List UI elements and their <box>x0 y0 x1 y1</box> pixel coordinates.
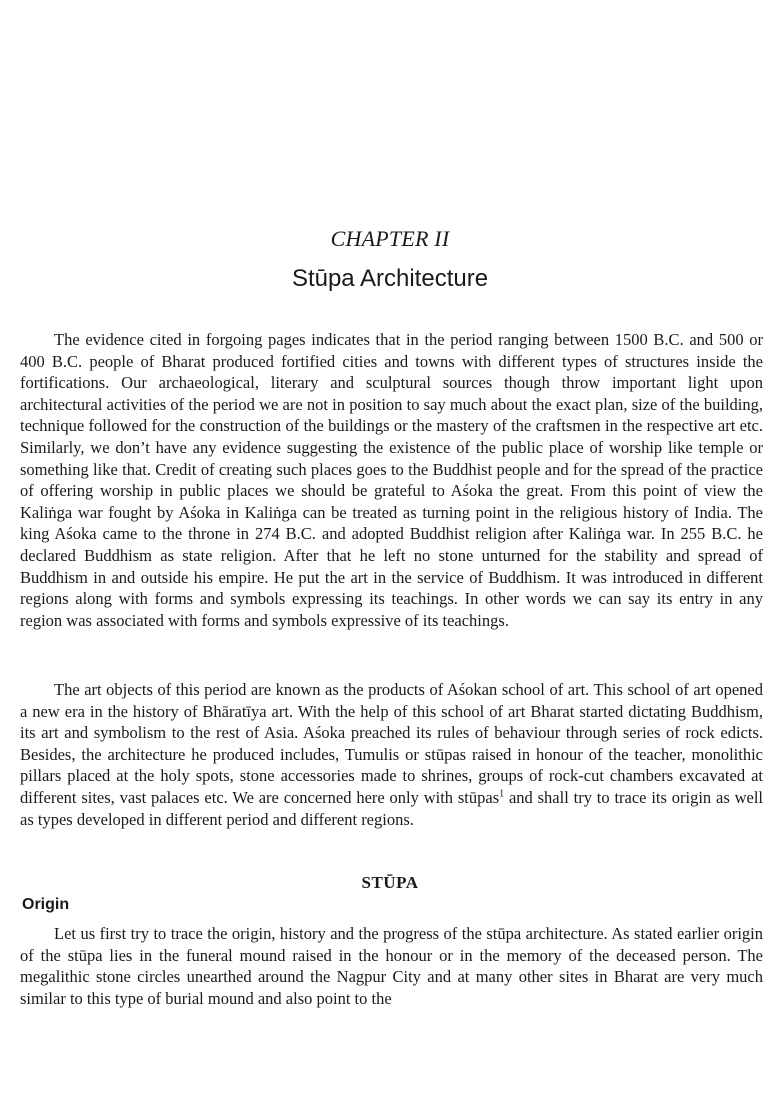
paragraph-2-text-after: and shall try to trace its origin as well as types developed in different period and different regions. <box>20 787 763 829</box>
paragraph-3: Let us first try to trace the origin, history and the progress of the stūpa architecture. As stated earlier origin of the stūpa lies in the funeral mound raised in the honour or in the memory of the deceased person. The megalithic stone circles unearthed around the Nagpur City and at many other sites in Bharat are very much similar to this type of burial mound and also point to the <box>20 924 763 1008</box>
paragraph-1: The evidence cited in forgoing pages indicates that in the period ranging between 1500 B.C. and 500 or 400 B.C. people of Bharat produced fortified cities and towns with different types of structures inside the fortifications. Our archaeological, literary and sculptural sources though throw important light upon architectural activities of the period we are not in position to say much about the exact plan, size of the building, technique followed for the construction of the buildings or the mastery of the craftsmen in the respective art etc. Similarly, we don’t have any evidence suggesting the existence of the public place of worship like temple or something like that. Credit of creating such places goes to the Buddhist people and for the spread of the practice of offering worship in public places we should be grateful to Aśoka the great. From this point of view the Kaliṅga war fought by Aśoka in Kaliṅga can be treated as turning point in the religious history of India. The king Aśoka came to the throne in 274 B.C. and adopted Buddhist religion after Kaliṅga war. In 255 B.C. he declared Buddhism as state religion. After that he left no stone unturned for the stability and spread of Buddhism in and outside his empire. He put the art in the service of Buddhism. It was introduced in different regions along with forms and symbols expressing its teachings. In other words we can say its entry in any region was associated with forms and symbols expressive of its teachings. <box>20 330 763 630</box>
paragraph-2-block <box>20 679 763 830</box>
chapter-title: Stūpa Architecture <box>291 265 489 292</box>
subheading-origin: Origin <box>22 896 70 913</box>
chapter-label: CHAPTER II <box>330 226 450 251</box>
section-heading: STŪPA <box>361 873 419 892</box>
paragraph-2-text-before: The art objects of this period are known as the products of Aśokan school of art. This school of art opened a new era in the history of Bhāratīya art. With the help of this school of art Bharat started dictating Buddhism, its art and symbolism to the rest of Asia. Aśoka preached its rules of behaviour through series of rock edicts. Besides, the architecture he produced includes, Tumulis or stūpas raised in honour of the teacher, monolithic pillars placed at the holy spots, stone accessories made to shrines, groups of rock-cut chambers excavated at different sites, vast palaces etc. We are concerned here only with stūpas <box>20 680 763 807</box>
paragraph-2 <box>20 679 763 830</box>
footnote-marker: 1 <box>499 788 505 800</box>
paragraph-1-block <box>20 329 763 631</box>
paragraph-3-block <box>20 923 763 1009</box>
